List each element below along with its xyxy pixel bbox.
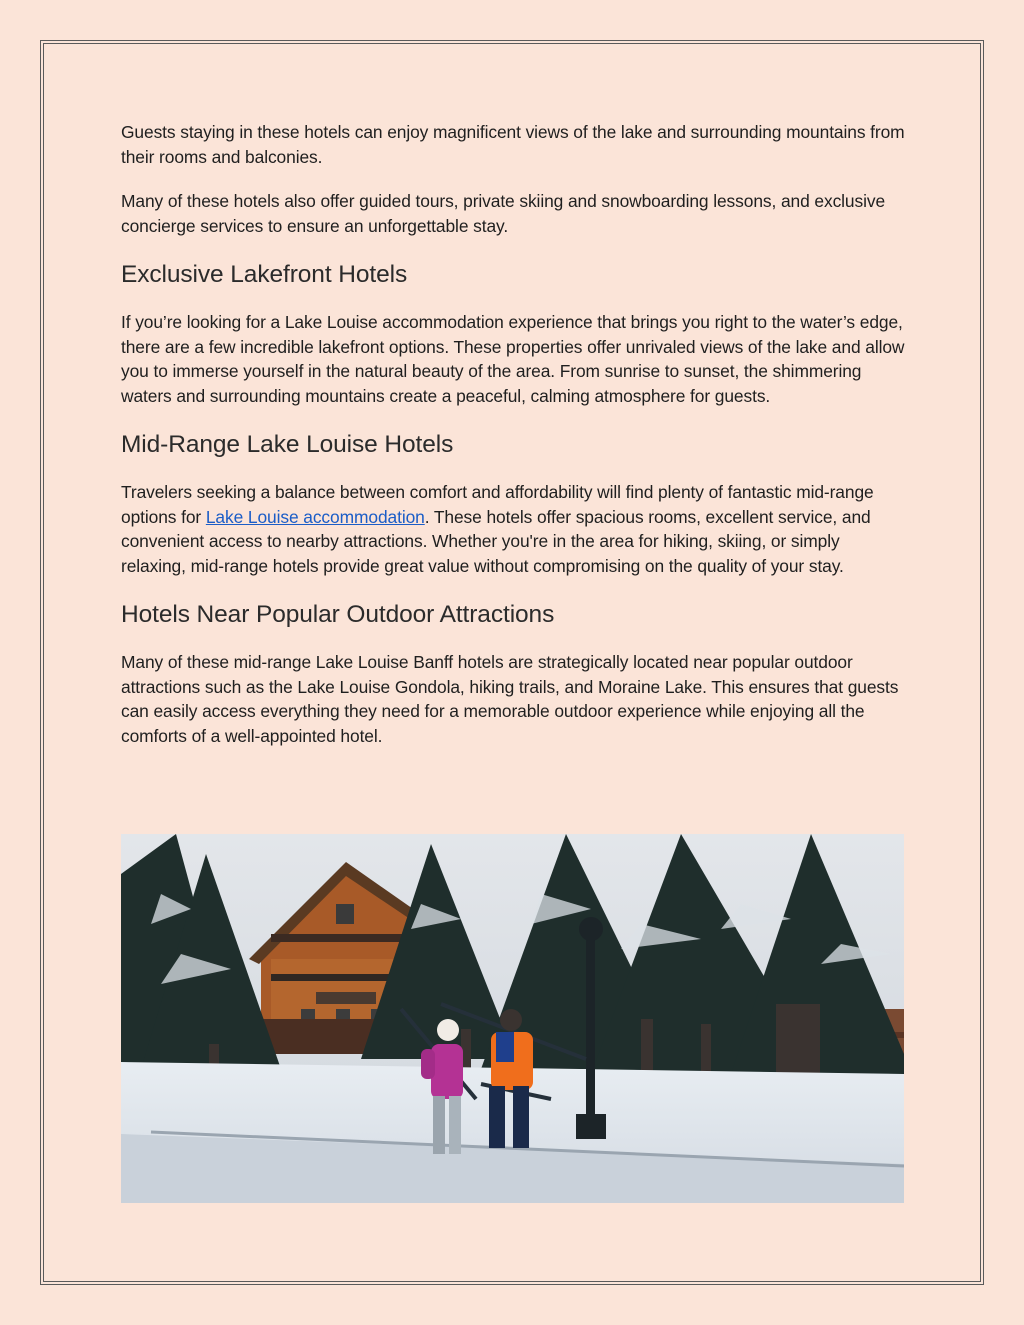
lake-louise-accommodation-link[interactable]: Lake Louise accommodation xyxy=(205,506,425,527)
heading-mid-range: Mid-Range Lake Louise Hotels xyxy=(121,431,454,458)
heading-exclusive-lakefront: Exclusive Lakefront Hotels xyxy=(121,261,408,288)
paragraph-guided-tours: Many of these hotels also offer guided tours, private skiing and snowboarding lessons, and exclusive concierge services to ensure an unforgettable stay. xyxy=(121,191,886,236)
document-body xyxy=(121,120,905,748)
paragraph-mid-range xyxy=(121,480,905,578)
winter-lodge-photo xyxy=(121,834,904,1203)
paragraph-outdoor: Many of these mid-range Lake Louise Banff hotels are strategically located near popular outdoor attractions such as the Lake Louise Gondola, hiking trails, and Moraine Lake. This ensures that guests can easily access everything they need for a memorable outdoor experience while enjoying all the comforts of a well-appointed hotel. xyxy=(121,652,899,746)
heading-outdoor-attractions: Hotels Near Popular Outdoor Attractions xyxy=(121,601,555,628)
paragraph-lake-views: Guests staying in these hotels can enjoy magnificent views of the lake and surrounding mountains from their rooms and balconies. xyxy=(121,122,905,167)
paragraph-mid-range-text-end: . These hotels offer spacious rooms, excellent service, and convenient access to nearby attractions. Whether you're in the area for hiking, skiing, or simply relaxing, mid-range hotels provide great value without compromising on the quality of your stay. xyxy=(121,506,871,576)
paragraph-mid-range-text-start: Travelers seeking a balance between comfort and affordability will find plenty of fantastic mid-range options for xyxy=(121,482,874,527)
paragraph-lakefront: If you’re looking for a Lake Louise accommodation experience that brings you right to the water’s edge, there are a few incredible lakefront options. These properties offer unrivaled views of the lake and allow you to immerse yourself in the natural beauty of the area. From sunrise to sunset, the shimmering waters and surrounding mountains create a peaceful, calming atmosphere for guests. xyxy=(121,312,905,406)
